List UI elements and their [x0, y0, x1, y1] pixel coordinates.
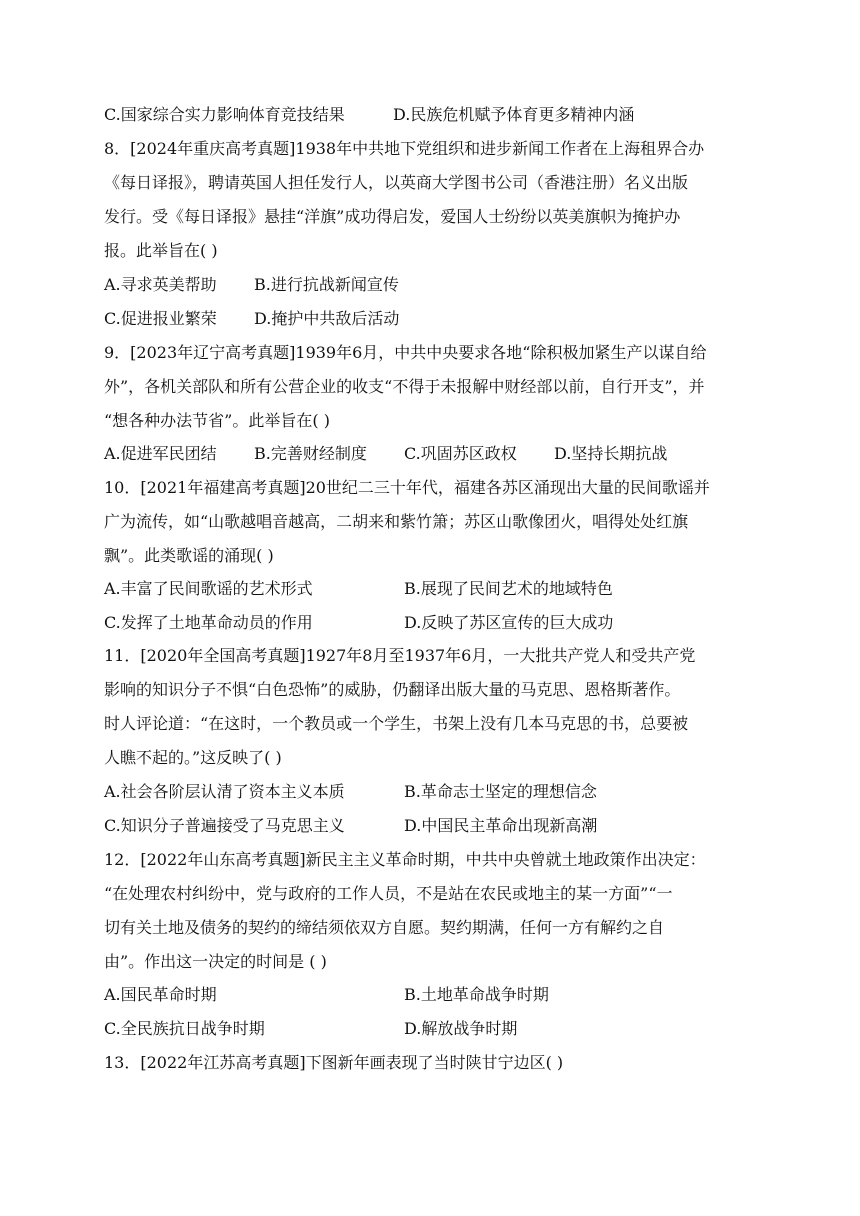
q10-stem-line: 10．[2021年福建高考真题]20世纪二三十年代，福建各苏区涌现出大量的民间歌谣并 [104, 478, 710, 497]
q7-option-c: C.国家综合实力影响体育竞技结果 [104, 105, 345, 124]
q8-option-c: C.促进报业繁荣 [104, 309, 217, 328]
q10-stem-line: 广为流传，如“山歌越唱音越高，二胡来和紫竹箫；苏区山歌像团火，唱得处处红旗 [104, 512, 689, 531]
q11-option-a: A.社会各阶层认清了资本主义本质 [104, 782, 345, 801]
q9-option-c: C.巩固苏区政权 [404, 444, 517, 463]
q10-option-a: A.丰富了民间歌谣的艺术形式 [104, 579, 313, 598]
q8-option-d: D.掩护中共敌后活动 [254, 309, 400, 328]
q9-option-b: B.完善财经制度 [254, 444, 367, 463]
q11-stem-line: 时人评论道：“在这时，一个教员或一个学生，书架上没有几本马克思的书，总要被 [104, 714, 689, 733]
q10-option-d: D.反映了苏区宣传的巨大成功 [404, 613, 614, 632]
q12-stem-line: 由”。作出这一决定的时间是 ( ) [104, 952, 327, 971]
q12-option-a: A.国民革命时期 [104, 985, 217, 1004]
q11-option-b: B.革命志士坚定的理想信念 [404, 782, 597, 801]
q10-stem-line: 飘”。此类歌谣的涌现( ) [104, 546, 274, 565]
q11-option-d: D.中国民主革命出现新高潮 [404, 816, 598, 835]
q11-stem-line: 人瞧不起的。”这反映了( ) [104, 748, 282, 767]
q12-option-c: C.全民族抗日战争时期 [104, 1019, 265, 1038]
q8-stem-line: 报。此举旨在( ) [104, 241, 218, 260]
q11-stem-line: 影响的知识分子不惧“白色恐怖”的威胁，仍翻译出版大量的马克思、恩格斯著作。 [104, 680, 681, 699]
q8-stem-line: 《每日译报》，聘请英国人担任发行人，以英商大学图书公司（香港注册）名义出版 [104, 173, 689, 192]
q7-option-d: D.民族危机赋予体育更多精神内涵 [393, 105, 635, 124]
q8-stem-line: 8．[2024年重庆高考真题]1938年中共地下党组织和进步新闻工作者在上海租界合办 [104, 139, 705, 158]
q12-option-d: D.解放战争时期 [404, 1019, 518, 1038]
q9-stem-line: 外”，各机关部队和所有公营企业的收支“不得于未报解中财经部以前，自行开支”，并 [104, 377, 705, 396]
q9-option-a: A.促进军民团结 [104, 444, 217, 463]
q12-stem-line: 12．[2022年山东高考真题]新民主主义革命时期，中共中央曾就土地政策作出决定： [104, 850, 706, 869]
q9-option-d: D.坚持长期抗战 [554, 444, 668, 463]
q11-stem-line: 11．[2020年全国高考真题]1927年8月至1937年6月，一大批共产党人和受共产党 [104, 646, 696, 665]
q9-stem-line: 9．[2023年辽宁高考真题]1939年6月，中共中央要求各地“除积极加紧生产以谋自给 [104, 343, 707, 362]
q8-option-b: B.进行抗战新闻宣传 [254, 275, 399, 294]
q9-stem-line: “想各种办法节省”。此举旨在( ) [104, 411, 330, 430]
q13-stem-line: 13．[2022年江苏高考真题]下图新年画表现了当时陕甘宁边区( ) [104, 1053, 564, 1072]
q8-option-a: A.寻求英美帮助 [104, 275, 217, 294]
q10-option-b: B.展现了民间艺术的地域特色 [404, 579, 613, 598]
q10-option-c: C.发挥了土地革命动员的作用 [104, 613, 313, 632]
q12-stem-line: 切有关土地及债务的契约的缔结须依双方自愿。契约期满，任何一方有解约之自 [104, 918, 665, 937]
q12-option-b: B.土地革命战争时期 [404, 985, 549, 1004]
q11-option-c: C.知识分子普遍接受了马克思主义 [104, 816, 345, 835]
q8-stem-line: 发行。受《每日译报》悬挂“洋旗”成功得启发，爱国人士纷纷以英美旗帜为掩护办 [104, 207, 681, 226]
q12-stem-line: “在处理农村纠纷中，党与政府的工作人员，不是站在农民或地主的某一方面”“一 [104, 884, 673, 903]
